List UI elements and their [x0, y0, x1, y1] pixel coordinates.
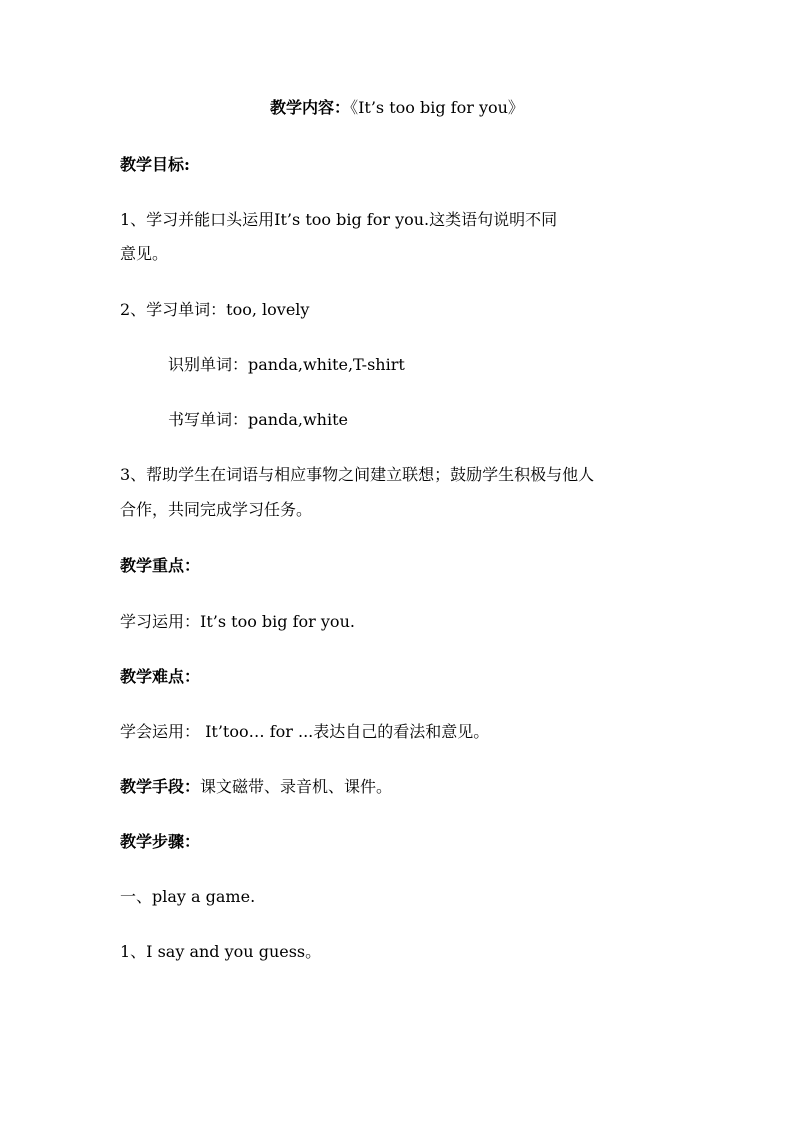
- objective-3-line-2: 合作，共同完成学习任务。: [120, 500, 313, 519]
- means-heading: 教学手段：: [120, 777, 201, 796]
- difficulties-heading: 教学难点：: [120, 667, 201, 686]
- steps-heading: 教学步骤：: [120, 832, 201, 851]
- objective-1-line-1: 1、学习并能口头运用It’s too big for you.这类语句说明不同: [120, 210, 558, 229]
- key-points-text: 学习运用：It’s too big for you.: [120, 612, 355, 631]
- step-1-1: 1、I say and you guess。: [120, 942, 322, 961]
- means-line: [120, 777, 690, 797]
- title-label: 教学内容：: [270, 98, 351, 117]
- difficulties-text: 学会运用： It’too… for ...表达自己的看法和意见。: [120, 722, 490, 741]
- title-text: 《It’s too big for you》: [350, 98, 524, 117]
- means-text: 课文磁带、录音机、课件。: [200, 777, 393, 796]
- objective-2: 2、学习单词：too, lovely: [120, 300, 310, 319]
- page-title: [0, 98, 794, 118]
- recognize-words: 识别单词：panda,white,T-shirt: [168, 355, 405, 374]
- write-words: 书写单词：panda,white: [168, 410, 348, 429]
- objective-1-line-2: 意见。: [120, 244, 169, 263]
- objectives-heading: 教学目标:: [120, 155, 190, 174]
- key-points-heading: 教学重点：: [120, 556, 201, 575]
- step-1: 一、play a game.: [120, 887, 256, 906]
- objective-3-line-1: 3、帮助学生在词语与相应事物之间建立联想；鼓励学生积极与他人: [120, 465, 595, 484]
